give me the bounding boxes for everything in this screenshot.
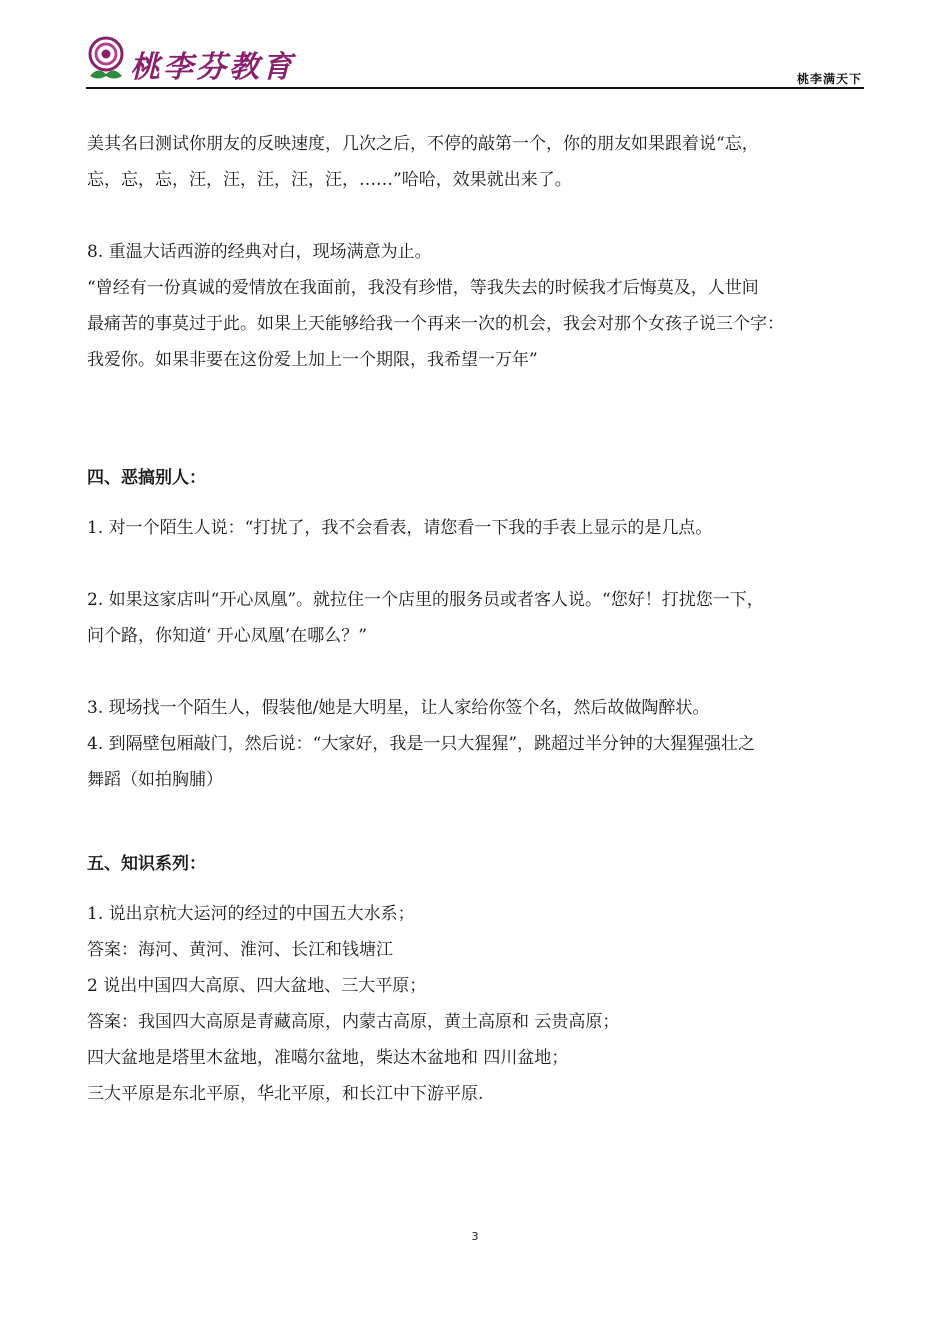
list-item: 2. 如果这家店叫“开心凤凰”。就拉住一个店里的服务员或者客人说。“您好！打扰您一下，	[87, 590, 764, 610]
quote-line: “曾经有一份真诚的爱情放在我面前，我没有珍惜，等我失去的时候我才后悔莫及，人世间	[87, 278, 759, 298]
section-heading: 五、知识系列：	[87, 854, 206, 874]
header-slogan: 桃李满天下	[796, 72, 862, 86]
body-text-line: 舞蹈（如拍胸脯）	[87, 770, 223, 790]
answer-line: 答案：海河、黄河、淮河、长江和钱塘江	[87, 940, 393, 960]
list-item: 1. 说出京杭大运河的经过的中国五大水系；	[87, 904, 415, 924]
list-item: 4. 到隔壁包厢敲门，然后说：“大家好，我是一只大猩猩”，跳超过半分钟的大猩猩强壮之	[87, 734, 756, 754]
header-rule	[86, 87, 864, 89]
list-item: 3. 现场找一个陌生人，假装他/她是大明星，让人家给你签个名，然后故做陶醉状。	[87, 698, 710, 718]
page-header	[86, 34, 864, 90]
section-heading: 四、恶搞别人：	[87, 468, 206, 488]
answer-line: 四大盆地是塔里木盆地，准噶尔盆地，柴达木盆地和 四川盆地；	[87, 1048, 569, 1068]
list-item: 8. 重温大话西游的经典对白，现场满意为止。	[87, 242, 432, 262]
body-text-line: 美其名曰测试你朋友的反映速度，几次之后，不停的敲第一个，你的朋友如果跟着说“忘，	[87, 134, 759, 154]
answer-line: 三大平原是东北平原，华北平原，和长江中下游平原.	[87, 1084, 484, 1104]
quote-line: 我爱你。如果非要在这份爱上加上一个期限，我希望一万年”	[87, 350, 538, 370]
page-number: 3	[471, 1230, 479, 1243]
quote-line: 最痛苦的事莫过于此。如果上天能够给我一个再来一次的机会，我会对那个女孩子说三个字：	[87, 314, 784, 334]
body-text-line: 忘，忘，忘，汪，汪，汪，汪，汪，……”哈哈，效果就出来了。	[87, 170, 572, 190]
peach-logo-icon	[86, 36, 126, 82]
answer-line: 答案：我国四大高原是青藏高原，内蒙古高原，黄土高原和 云贵高原；	[87, 1012, 620, 1032]
list-item: 2 说出中国四大高原、四大盆地、三大平原；	[87, 976, 427, 996]
body-text-line: 问个路，你知道‘ 开心凤凰’在哪么？”	[87, 626, 367, 646]
logo-text: 桃李芬教育	[130, 50, 295, 85]
list-item: 1. 对一个陌生人说：“打扰了，我不会看表，请您看一下我的手表上显示的是几点。	[87, 518, 713, 538]
